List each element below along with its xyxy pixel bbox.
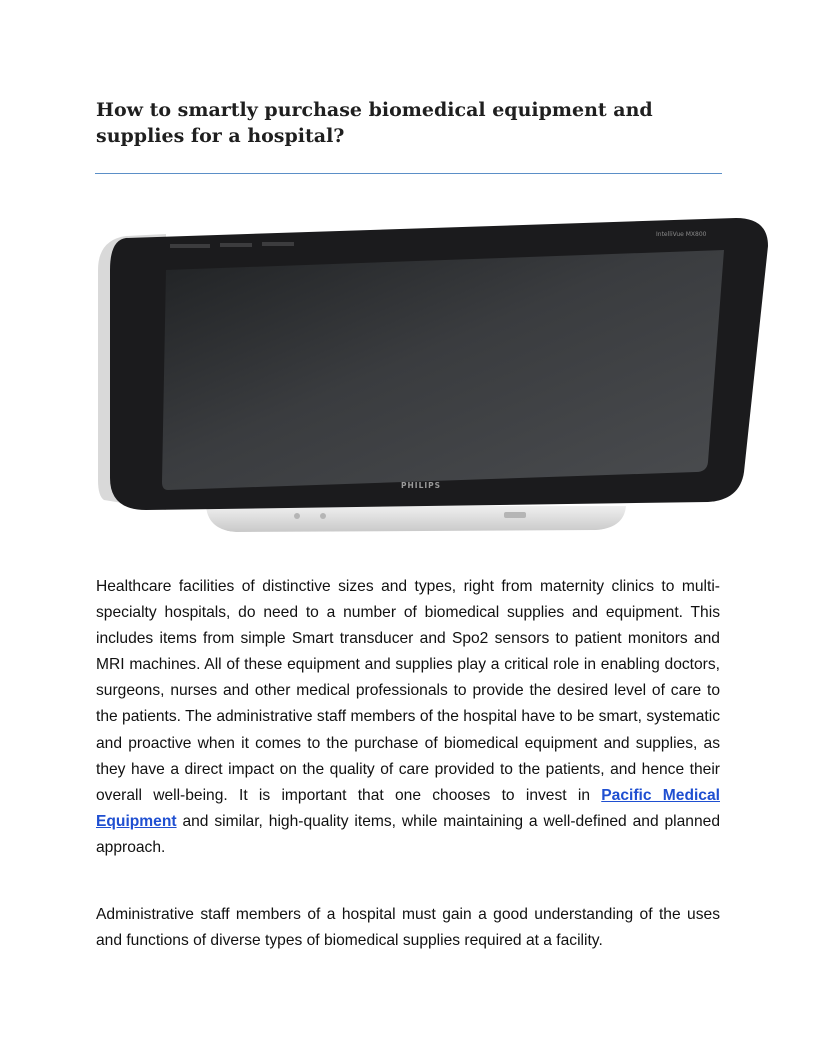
monitor-screen	[162, 250, 724, 490]
pacific-medical-equipment-link[interactable]: Pacific Medical Equipment	[96, 786, 720, 830]
brand-logo-text: PHILIPS	[401, 481, 442, 490]
status-indicator-3	[262, 242, 294, 246]
page-title: How to smartly purchase biomedical equipment and supplies for a hospital?	[96, 99, 653, 147]
patient-monitor-image	[96, 210, 772, 560]
monitor-stand	[206, 506, 626, 532]
paragraph-intro	[96, 574, 720, 861]
paragraph-staff: Administrative staff members of a hospital must gain a good understanding of the uses and functions of diverse types of biomedical supplies required at a facility.	[96, 906, 720, 950]
paragraph-intro-text-end: and similar, high-quality items, while maintaining a well-defined and planned approach.	[96, 812, 720, 856]
stand-screw-2	[320, 513, 326, 519]
paragraph-intro-text: Healthcare facilities of distinctive sizes and types, right from maternity clinics to multi-specialty hospitals, do need to a number of biomedical supplies and equipment. This includes items from simple Smart transducer and Spo2 sensors to patient monitors and MRI machines. All of these equipment and supplies play a critical role in enabling doctors, surgeons, nurses and other medical professionals to provide the desired level of care to the patients. The administrative staff members of the hospital have to be smart, systematic and proactive when it comes to the purchase of biomedical equipment and supplies, as they have a direct impact on the quality of care provided to the patients, and hence their overall well-being. It is important that one chooses to invest in	[96, 578, 720, 804]
stand-connector	[504, 512, 526, 518]
model-label: IntelliVue MX800	[656, 231, 707, 238]
stand-screw-1	[294, 513, 300, 519]
patient-monitor-illustration	[96, 210, 772, 560]
title-divider	[95, 173, 722, 174]
status-indicator-2	[220, 243, 252, 247]
status-indicator-1	[170, 244, 210, 248]
